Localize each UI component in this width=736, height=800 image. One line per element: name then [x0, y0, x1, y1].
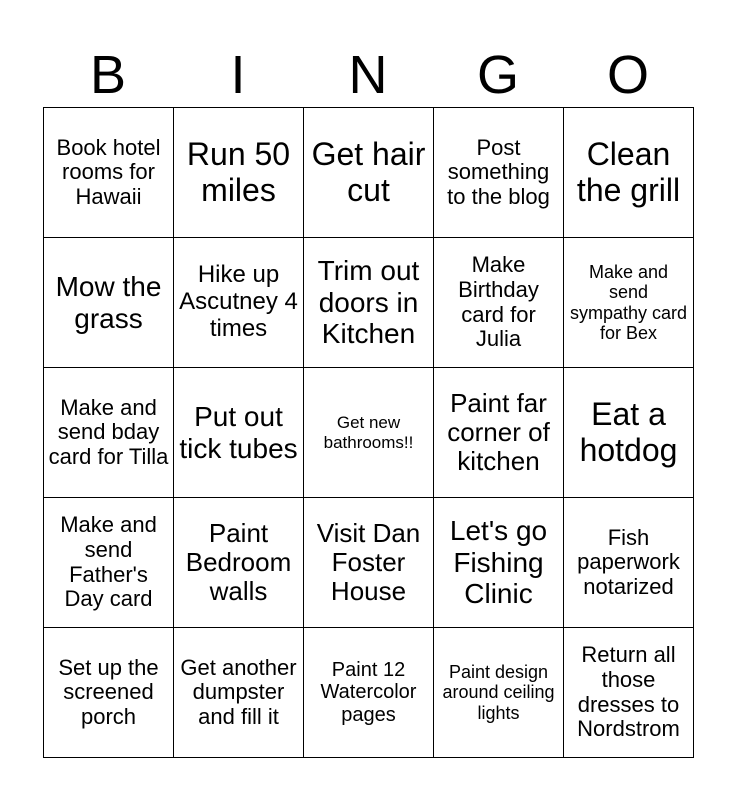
bingo-cell[interactable]: Fish paperwork notarized: [564, 498, 694, 628]
header-letter-b: B: [89, 45, 127, 105]
bingo-cell[interactable]: Run 50 miles: [174, 108, 304, 238]
bingo-cell[interactable]: Eat a hotdog: [564, 368, 694, 498]
header-letter-o: O: [606, 45, 649, 105]
bingo-cell[interactable]: Return all those dresses to Nordstrom: [564, 628, 694, 758]
bingo-cell[interactable]: Visit Dan Foster House: [304, 498, 434, 628]
bingo-cell[interactable]: Clean the grill: [564, 108, 694, 238]
bingo-cell[interactable]: Get new bathrooms!!: [304, 368, 434, 498]
header-letter-n: N: [348, 45, 388, 105]
header-letter-g: G: [476, 45, 519, 105]
bingo-cell[interactable]: Paint Bedroom walls: [174, 498, 304, 628]
bingo-cell[interactable]: Set up the screened porch: [44, 628, 174, 758]
bingo-cell[interactable]: Paint design around ceiling lights: [434, 628, 564, 758]
bingo-cell[interactable]: Get another dumpster and fill it: [174, 628, 304, 758]
bingo-cell[interactable]: Let's go Fishing Clinic: [434, 498, 564, 628]
bingo-cell[interactable]: Make and send sympathy card for Bex: [564, 238, 694, 368]
board-row: [44, 628, 694, 758]
bingo-cell[interactable]: Book hotel rooms for Hawaii: [44, 108, 174, 238]
bingo-cell[interactable]: Make and send bday card for Tilla: [44, 368, 174, 498]
bingo-cell[interactable]: Mow the grass: [44, 238, 174, 368]
bingo-cell[interactable]: Trim out doors in Kitchen: [304, 238, 434, 368]
bingo-cell[interactable]: Make and send Father's Day card: [44, 498, 174, 628]
bingo-cell[interactable]: Paint far corner of kitchen: [434, 368, 564, 498]
board-row: [44, 368, 694, 498]
board-row: [44, 108, 694, 238]
board-row: [44, 498, 694, 628]
bingo-cell[interactable]: Paint 12 Watercolor pages: [304, 628, 434, 758]
board-row: [44, 238, 694, 368]
bingo-cell[interactable]: Put out tick tubes: [174, 368, 304, 498]
header-letter-i: I: [230, 45, 246, 105]
bingo-cell[interactable]: Hike up Ascutney 4 times: [174, 238, 304, 368]
bingo-cell[interactable]: Post something to the blog: [434, 108, 564, 238]
bingo-board: [43, 107, 694, 758]
bingo-cell[interactable]: Get hair cut: [304, 108, 434, 238]
bingo-cell[interactable]: Make Birthday card for Julia: [434, 238, 564, 368]
bingo-header: [43, 42, 693, 108]
